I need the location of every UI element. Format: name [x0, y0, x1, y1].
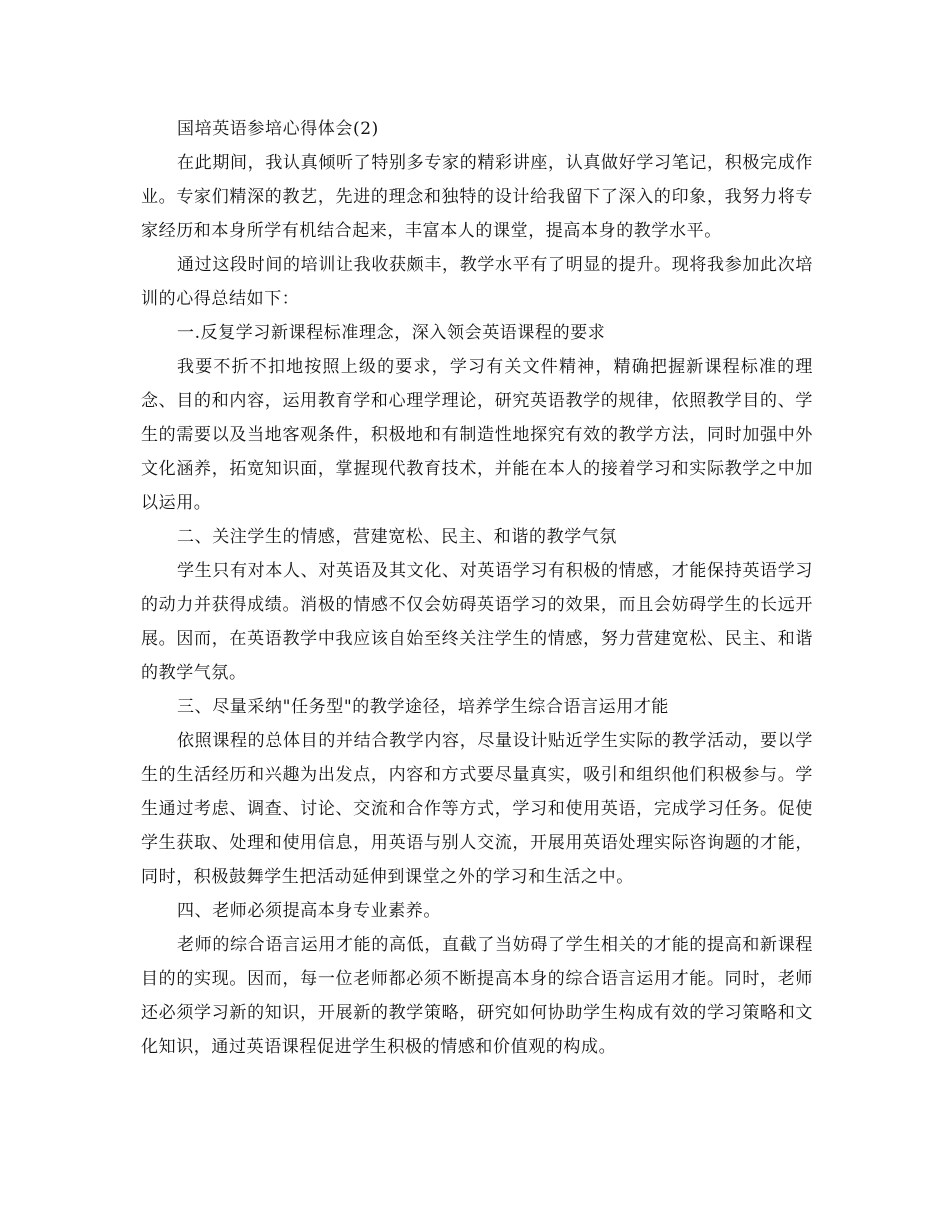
- paragraph-intro: 在此期间，我认真倾听了特别多专家的精彩讲座，认真做好学习笔记，积极完成作业。专家们精深的教艺，先进的理念和独特的设计给我留下了深入的印象，我努力将专家经历和本身所学有机结合起来，丰富本人的课堂，提高本身的教学水平。: [141, 153, 813, 241]
- section-heading-3: 三、尽量采纳"任务型"的教学途径，培养学生综合语言运用才能: [177, 697, 670, 717]
- paragraph-section-1: 我要不折不扣地按照上级的要求，学习有关文件精神，精确把握新课程标准的理念、目的和内容，运用教育学和心理学理论，研究英语教学的规律，依照教学目的、学生的需要以及当地客观条件，积极地和有制造性地探究有效的教学方法，同时加强中外文化涵养，拓宽知识面，掌握现代教育技术，并能在本人的接着学习和实际教学之中加以运用。: [141, 357, 813, 513]
- document-title: 国培英语参培心得体会(2): [177, 119, 379, 139]
- paragraph-section-3: 依照课程的总体目的并结合教学内容，尽量设计贴近学生实际的教学活动，要以学生的生活经历和兴趣为出发点，内容和方式要尽量真实，吸引和组织他们积极参与。学生通过考虑、调查、讨论、交流和合作等方式，学习和使用英语，完成学习任务。促使学生获取、处理和使用信息，用英语与别人交流，开展用英语处理实际咨询题的才能，同时，积极鼓舞学生把活动延伸到课堂之外的学习和生活之中。: [141, 731, 813, 887]
- section-heading-2: 二、关注学生的情感，营建宽松、民主、和谐的教学气氛: [177, 527, 617, 547]
- document-body: [141, 112, 813, 1064]
- section-heading-1: 一.反复学习新课程标准理念，深入领会英语课程的要求: [177, 323, 606, 343]
- paragraph-section-2: 学生只有对本人、对英语及其文化、对英语学习有积极的情感，才能保持英语学习的动力并获得成绩。消极的情感不仅会妨碍英语学习的效果，而且会妨碍学生的长远开展。因而，在英语教学中我应该自始至终关注学生的情感，努力营建宽松、民主、和谐的教学气氛。: [141, 561, 813, 683]
- paragraph-summary: 通过这段时间的培训让我收获颇丰，教学水平有了明显的提升。现将我参加此次培训的心得总结如下：: [141, 255, 813, 309]
- section-heading-4: 四、老师必须提高本身专业素养。: [177, 901, 441, 921]
- paragraph-section-4: 老师的综合语言运用才能的高低，直截了当妨碍了学生相关的才能的提高和新课程目的的实现。因而，每一位老师都必须不断提高本身的综合语言运用才能。同时，老师还必须学习新的知识，开展新的教学策略，研究如何协助学生构成有效的学习策略和文化知识，通过英语课程促进学生积极的情感和价值观的构成。: [141, 935, 813, 1057]
